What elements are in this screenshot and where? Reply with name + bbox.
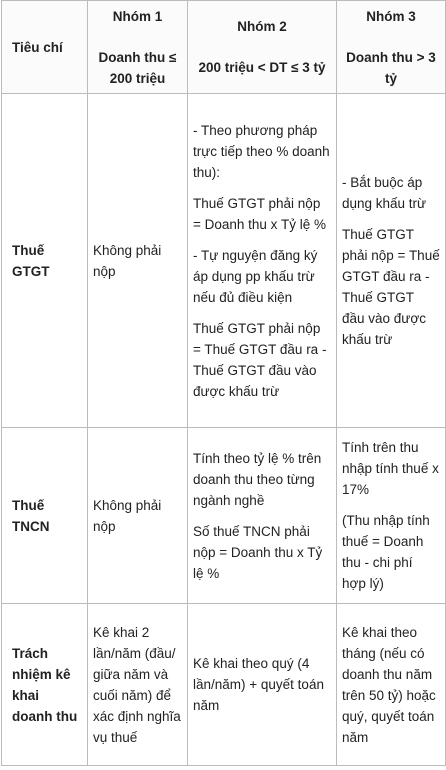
header-group-3-range: Doanh thu > 3 tỷ	[346, 49, 436, 86]
header-group-2-range: 200 triệu < DT ≤ 3 tỷ	[198, 60, 326, 75]
cell-paragraph: - Tự nguyện đăng ký áp dụng pp khấu trừ nếu đủ điều kiện	[193, 247, 318, 305]
cell-paragraph: - Theo phương pháp trực tiếp theo % doanh thu):	[193, 122, 330, 180]
cell-paragraph: - Bắt buộc áp dụng khấu trừ	[342, 174, 427, 211]
cell-declaration-group-3: Kê khai theo tháng (nếu có doanh thu năm trên 50 tỷ) hoặc quý, quyết toán năm	[337, 604, 446, 766]
row-criteria-pit: Thuế TNCN	[2, 428, 88, 604]
tax-comparison-table	[1, 0, 446, 766]
table-row	[2, 604, 446, 766]
cell-paragraph: Thuế GTGT phải nộp = Thuế GTGT đầu ra - Thuế GTGT đầu vào được khấu trừ	[193, 320, 327, 399]
cell-declaration-group-2: Kê khai theo quý (4 lần/năm) + quyết toán năm	[188, 604, 337, 766]
cell-paragraph: Tính trên thu nhập tính thuế x 17%	[342, 440, 439, 497]
header-criteria: Tiêu chí	[2, 1, 88, 94]
table-header-row	[2, 1, 446, 94]
cell-paragraph: Thuế GTGT phải nộp = Doanh thu x Tỷ lệ %	[193, 195, 326, 232]
header-group-2-title: Nhóm 2	[237, 19, 287, 34]
header-group-1-range: Doanh thu ≤ 200 triệu	[98, 49, 177, 86]
cell-vat-group-1: Không phải nộp	[88, 94, 188, 428]
cell-paragraph: Số thuế TNCN phải nộp = Doanh thu x Tỷ lệ %	[193, 523, 323, 581]
header-group-1	[88, 1, 188, 94]
cell-paragraph: (Thu nhập tính thuế = Doanh thu - chi phí hợp lý)	[342, 513, 430, 591]
cell-pit-group-1: Không phải nộp	[88, 428, 188, 604]
cell-paragraph: Tính theo tỷ lệ % trên doanh thu theo từng ngành nghề	[193, 450, 322, 508]
cell-vat-group-2	[188, 94, 337, 428]
row-criteria-vat: Thuế GTGT	[2, 94, 88, 428]
cell-declaration-group-1: Kê khai 2 lần/năm (đầu/ giữa năm và cuối năm) để xác định nghĩa vụ thuế	[88, 604, 188, 766]
header-group-3-title: Nhóm 3	[366, 8, 416, 24]
cell-pit-group-2	[188, 428, 337, 604]
cell-pit-group-3	[337, 428, 446, 604]
header-group-1-title: Nhóm 1	[112, 8, 163, 24]
cell-paragraph: Thuế GTGT phải nộp = Thuế GTGT đầu ra - Thuế GTGT đầu vào được khấu trừ	[342, 226, 440, 347]
cell-vat-group-3	[337, 94, 446, 428]
row-criteria-declaration: Trách nhiệm kê khai doanh thu	[2, 604, 88, 766]
table-row	[2, 428, 446, 604]
header-group-2	[188, 1, 337, 94]
table-row	[2, 94, 446, 428]
header-group-3	[337, 1, 446, 94]
